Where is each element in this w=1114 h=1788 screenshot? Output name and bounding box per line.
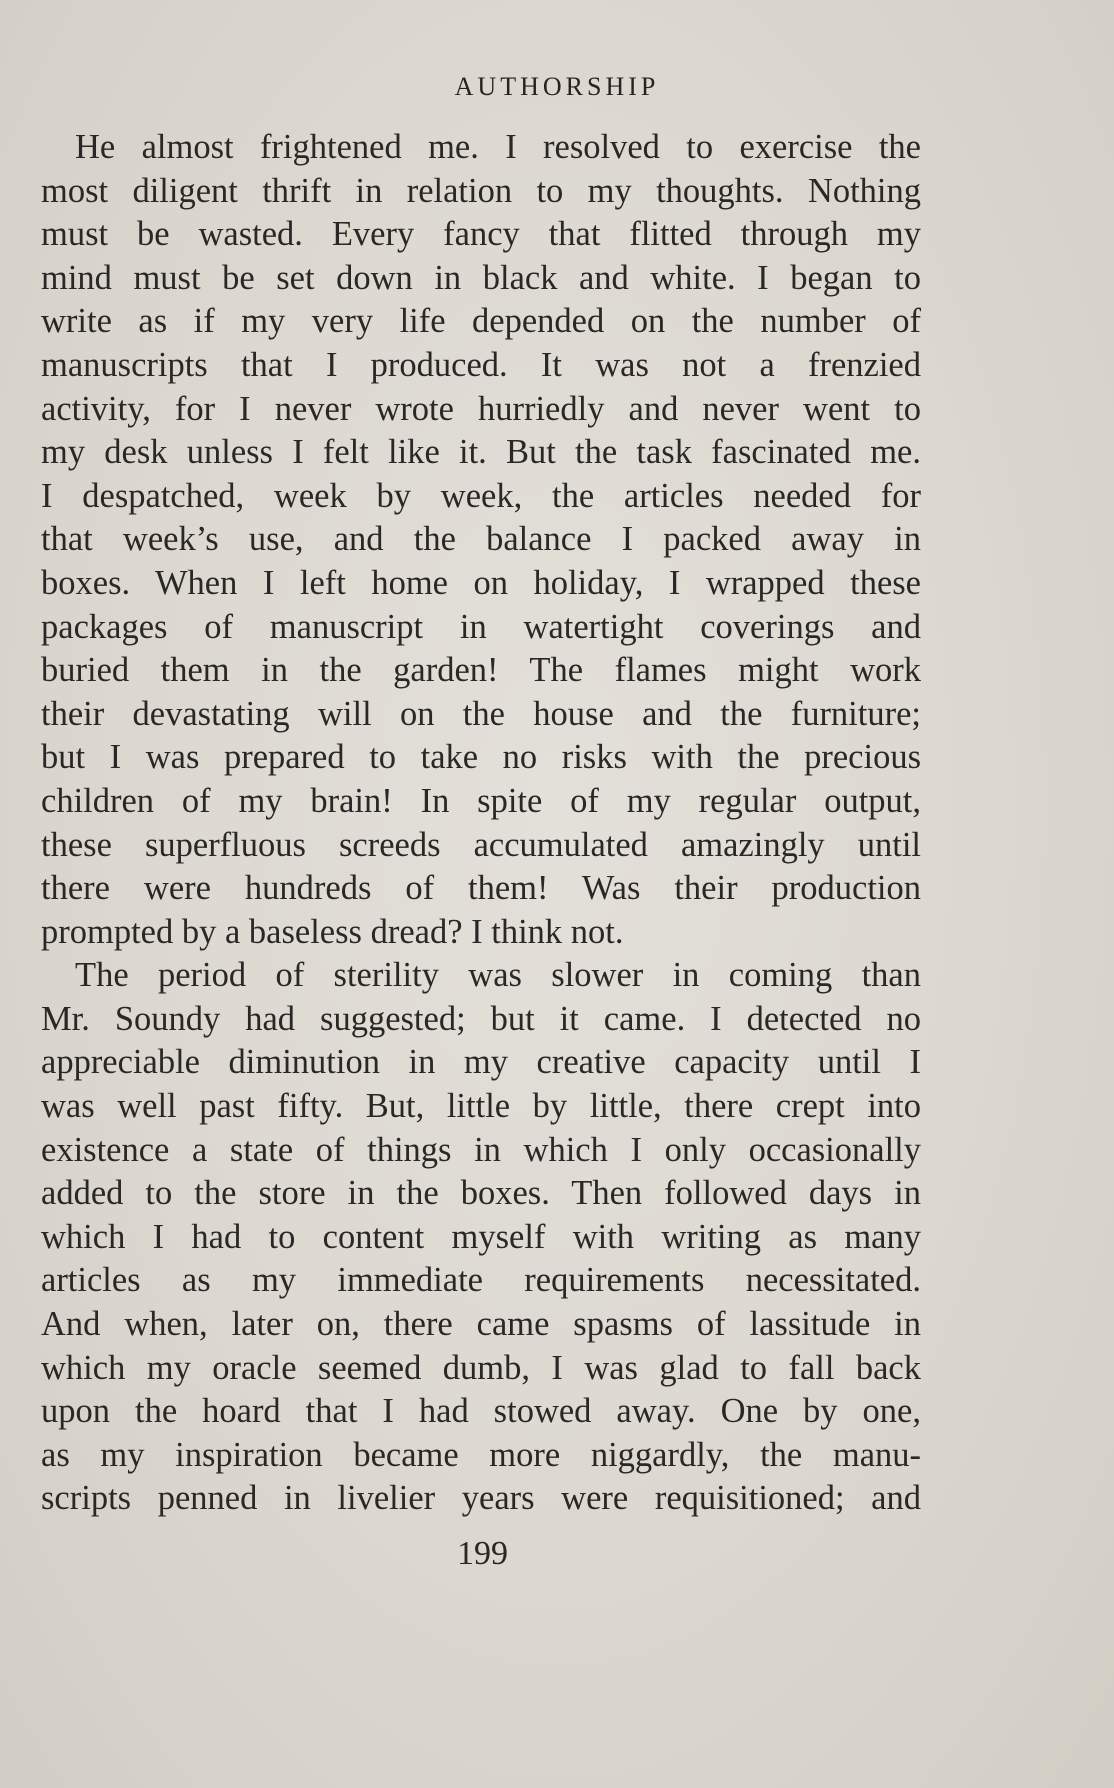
text-line: He almost frightened me. I resolved to exercise the: [75, 128, 921, 166]
text-line: which my oracle seemed dumb, I was glad to fall back: [41, 1348, 921, 1387]
text-line: there were hundreds of them! Was their production: [41, 869, 921, 908]
text-line: packages of manuscript in watertight coverings and: [41, 607, 921, 646]
text-line: upon the hoard that I had stowed away. One by one,: [41, 1392, 921, 1431]
text-line: existence a state of things in which I only occasionally: [41, 1130, 921, 1169]
text-line: added to the store in the boxes. Then followed days in: [41, 1174, 921, 1213]
text-line: mind must be set down in black and white. I began to: [41, 258, 921, 297]
text-line: I despatched, week by week, the articles needed for: [41, 476, 921, 515]
text-line: my desk unless I felt like it. But the task fascinated me.: [41, 433, 921, 472]
text-line: And when, later on, there came spasms of lassitude in: [41, 1305, 921, 1344]
text-line: articles as my immediate requirements necessitated.: [41, 1261, 921, 1300]
text-line: appreciable diminution in my creative capacity until I: [41, 1043, 921, 1082]
text-line: activity, for I never wrote hurriedly and never went to: [41, 389, 921, 428]
text-line: most diligent thrift in relation to my thoughts. Nothing: [41, 171, 921, 210]
text-line: children of my brain! In spite of my regular output,: [41, 781, 921, 820]
text-line: boxes. When I left home on holiday, I wrapped these: [41, 563, 921, 602]
text-line: Mr. Soundy had suggested; but it came. I detected no: [41, 999, 921, 1038]
text-line: which I had to content myself with writing as many: [41, 1217, 921, 1256]
text-line: manuscripts that I produced. It was not a frenzied: [41, 345, 921, 384]
running-head: AUTHORSHIP: [454, 72, 660, 101]
body-text: [41, 126, 921, 1521]
text-line: but I was prepared to take no risks with the precious: [41, 738, 921, 777]
text-line: was well past fifty. But, little by little, there crept into: [41, 1087, 921, 1126]
text-line: must be wasted. Every fancy that flitted through my: [41, 215, 921, 254]
text-line: these superfluous screeds accumulated amazingly until: [41, 825, 921, 864]
text-line: write as if my very life depended on the number of: [41, 302, 921, 341]
text-line: prompted by a baseless dread? I think not.: [41, 912, 624, 951]
text-line: The period of sterility was slower in coming than: [75, 956, 921, 995]
text-line: as my inspiration became more niggardly, the manu-: [41, 1435, 921, 1474]
text-line: that week’s use, and the balance I packed away in: [41, 520, 921, 559]
text-line: buried them in the garden! The flames might work: [41, 651, 921, 690]
text-line: their devastating will on the house and the furniture;: [41, 694, 921, 733]
page-number: 199: [457, 1535, 508, 1572]
text-line: scripts penned in livelier years were requisitioned; and: [41, 1479, 921, 1518]
